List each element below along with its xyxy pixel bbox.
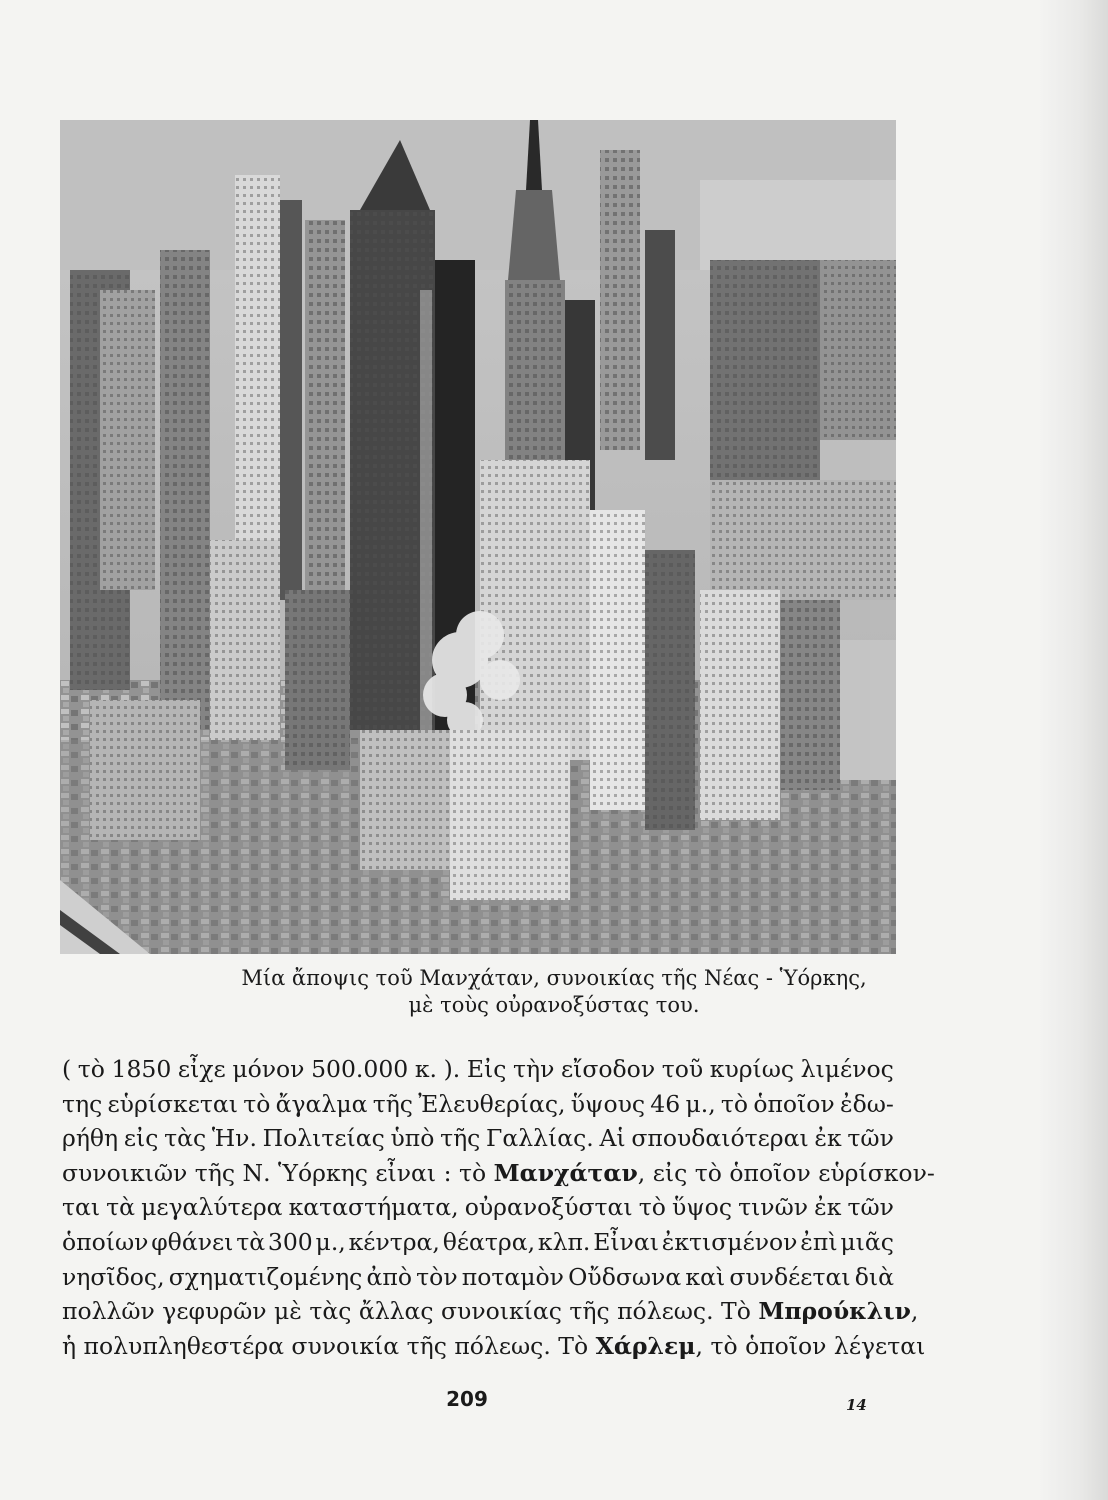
text-word: Εἰς [466, 1055, 507, 1083]
text-word: μιᾶς [840, 1227, 894, 1256]
text-word: ὁποίων [62, 1227, 149, 1256]
text-word: εἰς [123, 1124, 159, 1153]
text-word: τὰ [236, 1227, 266, 1256]
text-word: τὸ [77, 1055, 105, 1083]
text-word: ἐκ [814, 1193, 842, 1222]
caption-line-2: μὲ τοὺς οὐρανοξύστας του. [408, 993, 700, 1017]
text-word: τῆς [372, 1089, 413, 1118]
text-word: Αἱ [599, 1124, 626, 1153]
text-segment: πολλῶν γεφυρῶν μὲ τὰς ἄλλας συνοικίας τῆς πόλεως. Τὸ [62, 1297, 759, 1326]
text-word: κ. [414, 1055, 438, 1083]
text-word: Γαλλίας. [486, 1124, 594, 1153]
text-word: νησῖδος, [62, 1262, 165, 1291]
text-word: συνδέεται [729, 1262, 851, 1291]
text-word: κλπ. [537, 1227, 591, 1256]
text-line [62, 1225, 894, 1260]
text-word: μ., [315, 1227, 346, 1256]
text-word: ἐκ [814, 1124, 842, 1153]
text-word: σχηματιζομένης [168, 1262, 363, 1291]
sheet-number: 14 [846, 1396, 867, 1414]
text-word: τῶν [847, 1124, 894, 1153]
text-word: μόνον [232, 1055, 305, 1083]
text-word: κυρίως [709, 1055, 795, 1083]
page-number: 209 [446, 1387, 488, 1411]
text-word: ρήθη [62, 1124, 119, 1153]
text-word: 46 [650, 1089, 681, 1118]
text-line [62, 1190, 894, 1225]
text-word: τὰ [106, 1193, 136, 1222]
text-word: φθάνει [151, 1227, 234, 1256]
text-line [62, 1294, 919, 1329]
text-segment: , [910, 1297, 919, 1326]
text-word: Ἐλευθερίας, [418, 1089, 566, 1118]
text-word: τὴν [512, 1055, 555, 1083]
text-segment: , τὸ ὁποῖον λέγεται [695, 1331, 926, 1360]
text-word: εἴσοδον [560, 1055, 656, 1083]
text-word: Ἡν. [211, 1124, 257, 1153]
text-word: Πολιτείας [262, 1124, 385, 1153]
text-line [62, 1087, 894, 1122]
text-line [62, 1052, 894, 1087]
text-line [62, 1121, 894, 1156]
text-word: ἀπὸ [366, 1262, 412, 1291]
text-word: ὕψους [570, 1089, 646, 1118]
text-word: ( [62, 1055, 72, 1083]
text-word: σπουδαιότεραι [631, 1124, 809, 1153]
text-word: 300 [267, 1227, 313, 1256]
text-word: ὁποῖον [753, 1089, 835, 1118]
text-line [62, 1156, 935, 1191]
body-paragraph [62, 1052, 935, 1363]
text-word: 500.000 [311, 1055, 409, 1083]
text-line [62, 1329, 926, 1364]
text-segment: ἡ πολυπληθεστέρα συνοικία τῆς πόλεως. Τὸ [62, 1331, 596, 1360]
text-word: τὰς [164, 1124, 207, 1153]
page-edge-shadow [1038, 0, 1108, 1500]
text-word: καὶ [685, 1262, 726, 1291]
text-word: ἐκτισμένον [661, 1227, 798, 1256]
text-word: ὕψος [671, 1193, 732, 1222]
text-word: τὸν [416, 1262, 458, 1291]
text-word: ὑπὸ [390, 1124, 435, 1153]
text-segment: συνοικιῶν τῆς Ν. Ὑόρκης εἶναι : τὸ [62, 1158, 494, 1187]
text-word: Οὔδσωνα [568, 1262, 682, 1291]
text-word: 1850 [111, 1055, 172, 1083]
text-line-content [62, 1156, 935, 1191]
text-word: διὰ [854, 1262, 894, 1291]
text-word: τινῶν [738, 1193, 809, 1222]
caption-line-1: Μία ἄποψις τοῦ Μανχάταν, συνοικίας τῆς Νέας - Ὑόρκης, [241, 966, 867, 990]
district-name-brooklyn: Μπρούκλιν [758, 1297, 911, 1326]
text-word: ται [62, 1193, 101, 1222]
text-word: οὐρανοξύσται [464, 1193, 633, 1222]
text-word: λιμένος [800, 1055, 894, 1083]
text-word: ). [443, 1055, 461, 1083]
text-word: της [62, 1089, 103, 1118]
text-word: ἄγαλμα [275, 1089, 368, 1118]
text-word: θέατρα, [442, 1227, 536, 1256]
text-word: Εἶναι [593, 1227, 659, 1256]
text-line [62, 1260, 894, 1295]
text-word: ποταμὸν [461, 1262, 564, 1291]
text-line-content [62, 1329, 925, 1364]
text-word: ἐδω- [839, 1089, 894, 1118]
text-segment: , εἰς τὸ ὁποῖον εὑρίσκον- [637, 1158, 935, 1187]
district-name-manhattan: Μανχάταν [493, 1158, 638, 1187]
text-word: τοῦ [661, 1055, 704, 1083]
text-word: τὸ [638, 1193, 666, 1222]
text-line-content [62, 1294, 918, 1329]
text-word: τὸ [243, 1089, 271, 1118]
text-word: μ., [685, 1089, 716, 1118]
district-name-harlem: Χάρλεμ [595, 1331, 696, 1360]
photo-caption [0, 965, 1108, 1019]
text-word: τῆς [440, 1124, 481, 1153]
text-word: ἐπὶ [800, 1227, 838, 1256]
text-word: τὸ [720, 1089, 749, 1118]
text-word: τῶν [847, 1193, 894, 1222]
text-word: καταστήματα, [288, 1193, 459, 1222]
manhattan-photo [60, 120, 896, 954]
text-word: κέντρα, [348, 1227, 440, 1256]
text-word: εἶχε [177, 1055, 226, 1083]
text-word: μεγαλύτερα [141, 1193, 283, 1222]
text-word: εὑρίσκεται [107, 1089, 238, 1118]
